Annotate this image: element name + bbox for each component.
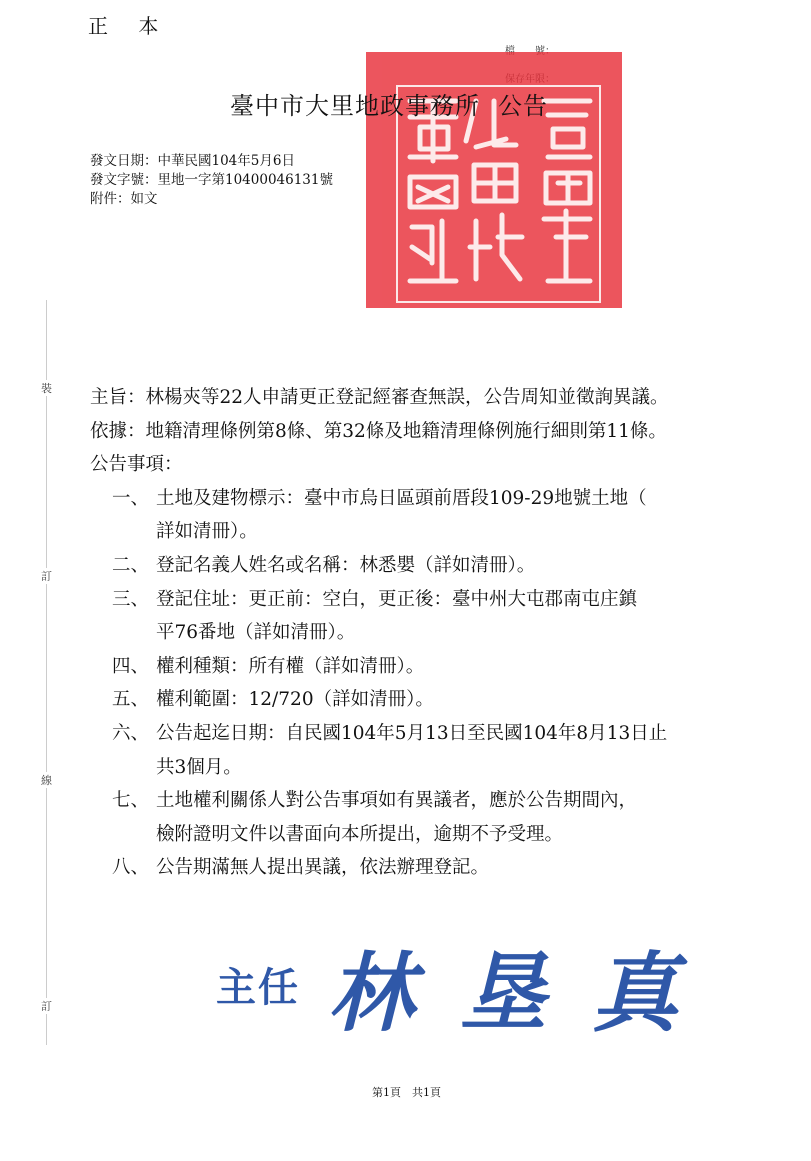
list-item [90,650,740,684]
subject-text: 林楊㚒等22人申請更正登記經審查無誤，公告周知並徵詢異議。 [145,387,669,408]
document-number: 發文字號：里地一字第10400046131號 [90,172,333,188]
item-text: 登記名義人姓名或名稱：林悉嬰（詳如清冊）。 [156,554,536,576]
item-continuation: 平76番地（詳如清冊）。 [156,622,356,644]
items-label: 公告事項： [90,454,183,476]
item-text: 公告起迄日期：自民國104年5月13日至民國104年8月13日止 [156,722,668,744]
item-number: 二、 [112,554,150,576]
item-number: 八、 [112,857,150,879]
title-type: 公告 [498,92,548,120]
item-number: 三、 [112,588,150,610]
item-continuation: 檢附證明文件以書面向本所提出，逾期不予受理。 [156,823,564,845]
issue-date: 發文日期：中華民國104年5月6日 [90,153,295,169]
item-continuation: 共3個月。 [156,756,242,778]
item-number: 四、 [112,655,150,677]
title-organization: 臺中市大里地政事務所 [230,92,480,120]
item-text: 土地及建物標示：臺中市烏日區頭前厝段109-29地號土地（ [156,487,647,509]
item-text: 權利範圍：12/720（詳如清冊）。 [156,689,434,711]
document-title [230,86,548,121]
list-item [90,784,740,818]
binding-mark-2: 訂 [41,570,52,583]
list-item [90,549,740,583]
binding-line [46,300,47,1045]
item-number: 一、 [112,487,150,509]
binding-mark-4: 訂 [41,1000,52,1013]
signature-title: 主任 [216,964,300,1011]
basis-text: 地籍清理條例第8條、第32條及地籍清理條例施行細則第11條。 [145,420,667,442]
page-number: 第1頁 共1頁 [372,1086,441,1099]
subject-label: 主旨： [90,387,146,408]
attachment: 附件：如文 [90,191,158,207]
basis-label: 依據： [90,420,146,442]
list-item [90,683,740,717]
list-item [90,482,740,516]
document-meta [90,152,333,209]
item-continuation: 詳如清冊）。 [156,521,258,543]
binding-mark-1: 裝 [41,382,52,395]
list-item [90,583,740,617]
item-text: 公告期滿無人提出異議，依法辦理登記。 [156,857,490,879]
item-number: 六、 [112,722,150,744]
binding-mark-3: 線 [41,774,52,787]
copy-mark: 正 本 [88,14,171,38]
item-text: 權利種類：所有權（詳如清冊）。 [156,655,425,677]
item-number: 五、 [112,689,150,711]
list-item [90,717,740,751]
item-number: 七、 [112,790,150,812]
signature-name: 林 垦 真 [328,943,686,1044]
basis-paragraph [90,415,740,449]
director-signature [204,928,686,1044]
announcement-body [90,381,740,885]
subject-paragraph [90,381,740,415]
list-item [90,851,740,885]
item-text: 土地權利關係人對公告事項如有異議者，應於公告期間內， [156,790,638,812]
item-text: 登記住址：更正前：空白，更正後：臺中州大屯郡南屯庄鎮 [156,588,638,610]
